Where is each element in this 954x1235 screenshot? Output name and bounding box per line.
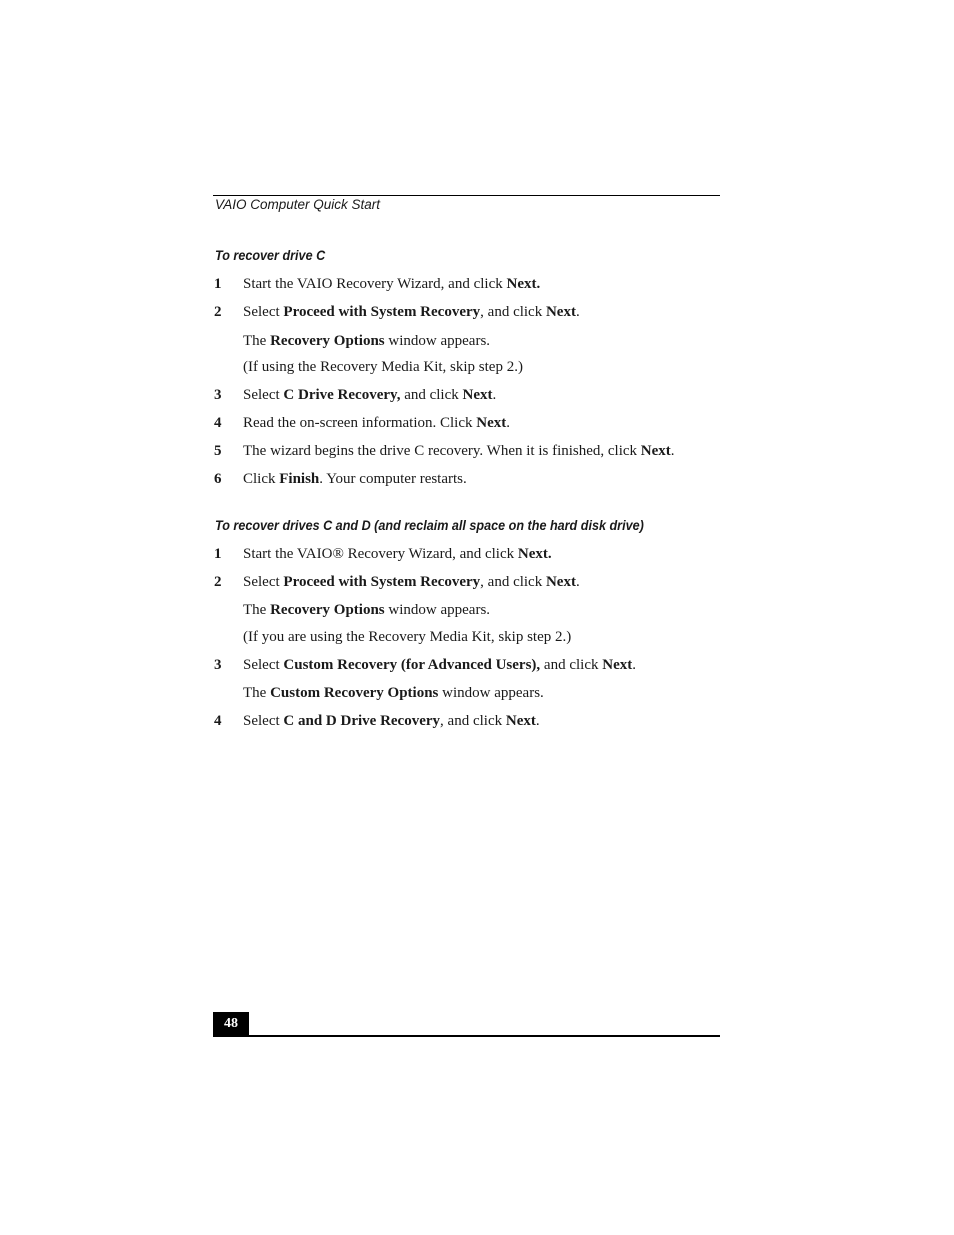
section-heading-recover-drives-c-and-d: To recover drives C and D (and reclaim all space on the hard disk drive) — [215, 517, 644, 533]
bold-run: Next — [545, 574, 576, 590]
text-run: . — [632, 657, 636, 673]
text-run: The — [243, 685, 271, 701]
step-note — [243, 332, 490, 350]
text-run: The — [243, 333, 271, 349]
text-run: . — [535, 713, 540, 729]
step-note — [243, 628, 571, 646]
text-run: Read the on-screen information. Click — [243, 415, 477, 431]
bold-run: Finish — [279, 471, 320, 487]
section-heading-recover-drive-c: To recover drive C — [215, 247, 326, 263]
bold-run: Next — [602, 657, 633, 673]
step-number: 3 — [214, 387, 222, 403]
text-run: Select — [243, 657, 284, 673]
step-number: 1 — [214, 276, 222, 292]
bold-run: Next. — [506, 276, 541, 292]
bold-run: Next — [640, 443, 671, 459]
footer-rule — [213, 1035, 720, 1037]
step-text — [243, 573, 580, 591]
text-run: Start the VAIO® Recovery Wizard, and click — [243, 546, 518, 562]
step-number: 2 — [214, 574, 222, 590]
text-run: window appears. — [384, 602, 491, 618]
step-text — [243, 545, 552, 563]
step-number: 6 — [214, 471, 222, 487]
text-run: Click — [243, 471, 280, 487]
page-number: 48 — [213, 1012, 249, 1036]
step-text — [243, 275, 540, 293]
step-note — [243, 684, 544, 702]
bold-run: C Drive Recovery, — [283, 387, 401, 403]
step-text — [243, 712, 540, 730]
step-number: 3 — [214, 657, 222, 673]
bold-run: Next — [462, 387, 493, 403]
text-run: . — [492, 387, 497, 403]
header-rule — [213, 195, 720, 196]
text-run: , and click — [440, 713, 506, 729]
step-number: 4 — [214, 415, 222, 431]
text-run: Select — [243, 304, 284, 320]
step-number: 5 — [214, 443, 222, 459]
text-run: and click — [400, 387, 463, 403]
text-run: , and click — [480, 304, 546, 320]
bold-run: Recovery Options — [270, 333, 385, 349]
step-number: 1 — [214, 546, 222, 562]
bold-run: Next — [505, 713, 536, 729]
bold-run: Next — [476, 415, 507, 431]
text-run: window appears. — [438, 685, 544, 701]
step-note — [243, 358, 523, 376]
text-run: . Your computer restarts. — [319, 471, 467, 487]
text-run: Select — [243, 574, 284, 590]
text-run: Select — [243, 713, 284, 729]
step-number: 4 — [214, 713, 222, 729]
text-run: . — [506, 415, 511, 431]
text-run: (If using the Recovery Media Kit, skip step 2.) — [243, 359, 523, 375]
step-text — [243, 414, 510, 432]
text-run: . — [575, 304, 580, 320]
bold-run: Custom Recovery Options — [270, 685, 439, 701]
step-text — [243, 386, 496, 404]
text-run: Select — [243, 387, 284, 403]
text-run: The wizard begins the drive C recovery. When it is finished, click — [243, 443, 641, 459]
step-number: 2 — [214, 304, 222, 320]
step-text — [243, 303, 580, 321]
bold-run: Custom Recovery (for Advanced Users), — [283, 657, 541, 673]
bold-run: Proceed with System Recovery — [283, 574, 481, 590]
text-run: . — [670, 443, 675, 459]
text-run: , and click — [480, 574, 546, 590]
bold-run: Next — [545, 304, 576, 320]
bold-run: C and D Drive Recovery — [283, 713, 441, 729]
text-run: Start the VAIO Recovery Wizard, and click — [243, 276, 507, 292]
text-run: The — [243, 602, 271, 618]
bold-run: Proceed with System Recovery — [283, 304, 481, 320]
step-text — [243, 470, 467, 488]
text-run: and click — [540, 657, 603, 673]
text-run: (If you are using the Recovery Media Kit, skip step 2.) — [243, 629, 572, 645]
text-run: . — [575, 574, 580, 590]
step-note — [243, 601, 490, 619]
text-run: window appears. — [384, 333, 491, 349]
running-head: VAIO Computer Quick Start — [215, 197, 381, 212]
step-text — [243, 442, 675, 460]
step-text — [243, 656, 636, 674]
bold-run: Recovery Options — [270, 602, 385, 618]
bold-run: Next. — [517, 546, 552, 562]
